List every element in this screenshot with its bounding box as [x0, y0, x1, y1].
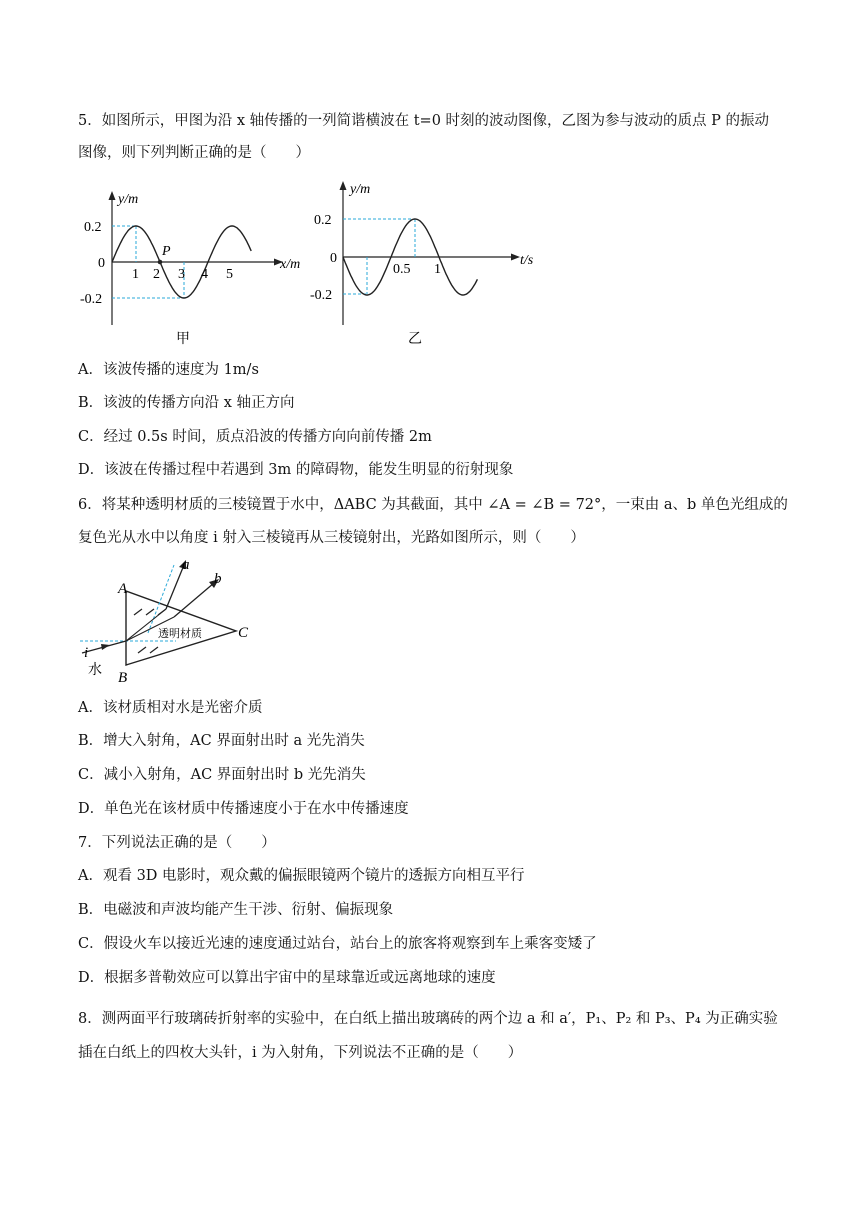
q7-option-c: C．假设火车以接近光速的速度通过站台，站台上的旅客将观察到车上乘客变矮了 [78, 936, 597, 952]
q6-option-b: B．增大入射角，AC 界面射出时 a 光先消失 [78, 733, 365, 749]
q5-jia-caption: 甲 [176, 331, 190, 347]
q5-jia-tick-y-bottom: -0.2 [80, 292, 103, 307]
q6-ray-a-label: a [182, 557, 190, 573]
q5-jia-tick-y-top: 0.2 [84, 220, 102, 235]
q5-jia-y-label: y/m [118, 192, 139, 207]
q5-jia-tick-x-1: 1 [132, 267, 139, 282]
q5-yi-tick-y-zero: 0 [330, 251, 337, 266]
q5-yi-caption: 乙 [408, 331, 422, 347]
q5-yi-tick-x-05: 0.5 [393, 262, 411, 277]
q5-stem-line1: 5．如图所示，甲图为沿 x 轴传播的一列简谐横波在 t=0 时刻的波动图像，乙图为参与波动的质点 P 的振动 [78, 113, 770, 129]
q6-stem-line2: 复色光从水中以角度 i 射入三棱镜再从三棱镜射出，光路如图所示，则（ ） [78, 530, 585, 546]
q5-jia-point-label: P [162, 244, 171, 259]
q6-water-label: 水 [88, 662, 102, 678]
q5-yi-tick-x-1: 1 [434, 262, 441, 277]
q7-stem: 7．下列说法正确的是（ ） [78, 835, 276, 851]
q7-option-d: D．根据多普勒效应可以算出宇宙中的星球靠近或远离地球的速度 [78, 970, 496, 986]
q8-stem-line2: 插在白纸上的四枚大头针，i 为入射角，下列说法不正确的是（ ） [78, 1045, 523, 1061]
q6-ray-b-label: b [214, 571, 222, 587]
q6-prism-figure [78, 553, 268, 688]
q7-option-b: B．电磁波和声波均能产生干涉、衍射、偏振现象 [78, 902, 394, 918]
q5-yi-y-label: y/m [350, 182, 371, 197]
q5-yi-tick-y-top: 0.2 [314, 213, 332, 228]
q5-option-b: B．该波的传播方向沿 x 轴正方向 [78, 395, 295, 411]
q7-option-a: A．观看 3D 电影时，观众戴的偏振眼镜两个镜片的透振方向相互平行 [78, 868, 525, 884]
q6-angle-label: i [84, 645, 89, 661]
q5-yi-x-label: t/s [520, 253, 534, 268]
q5-option-c: C．经过 0.5s 时间，质点沿波的传播方向向前传播 2m [78, 429, 432, 445]
q8-stem-line1: 8．测两面平行玻璃砖折射率的实验中，在白纸上描出玻璃砖的两个边 a 和 a′，P₁、P₂ 和 P₃、P₄ 为正确实验 [78, 1011, 778, 1027]
q5-jia-tick-x-3: 3 [178, 267, 185, 282]
q5-stem-line2: 图像，则下列判断正确的是（ ） [78, 145, 310, 161]
q5-jia-point-p [158, 260, 163, 265]
q5-option-a: A．该波传播的速度为 1m/s [78, 362, 259, 378]
q5-jia-tick-x-4: 4 [201, 267, 208, 282]
q5-jia-tick-x-2: 2 [153, 267, 160, 282]
q6-stem-line1: 6．将某种透明材质的三棱镜置于水中，ΔABC 为其截面，其中 ∠A = ∠B = 72°，一束由 a、b 单色光组成的 [78, 497, 788, 513]
q5-jia-tick-x-5: 5 [226, 267, 233, 282]
q6-option-a: A．该材质相对水是光密介质 [78, 700, 263, 716]
q6-option-c: C．减小入射角，AC 界面射出时 b 光先消失 [78, 767, 366, 783]
q5-jia-x-label: x/m [280, 257, 301, 272]
q6-label-a: A [118, 581, 128, 597]
q5-yi-tick-y-bottom: -0.2 [310, 288, 333, 303]
q6-medium-label: 透明材质 [158, 627, 202, 640]
q6-option-d: D．单色光在该材质中传播速度小于在水中传播速度 [78, 801, 409, 817]
q5-figure-yi [308, 175, 548, 350]
q5-figure-jia [80, 185, 310, 350]
q6-label-b: B [118, 670, 128, 686]
q6-label-c: C [238, 625, 249, 641]
q5-jia-tick-y-zero: 0 [98, 256, 105, 271]
q5-option-d: D．该波在传播过程中若遇到 3m 的障碍物，能发生明显的衍射现象 [78, 462, 514, 478]
